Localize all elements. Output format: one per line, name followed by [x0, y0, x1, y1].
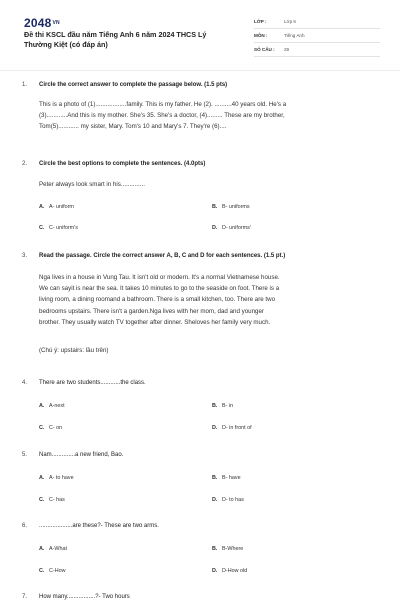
meta-value: 29 — [284, 47, 290, 52]
question-prompt: There are two students............the class. — [39, 380, 146, 386]
option-a[interactable] — [39, 546, 67, 552]
question-7 — [22, 594, 384, 600]
meta-label: MÔN : — [254, 33, 268, 38]
option-b[interactable] — [212, 403, 233, 409]
option-c[interactable] — [39, 225, 78, 231]
option-text: C- has — [49, 497, 65, 503]
page-title: Đề thi KSCL đầu năm Tiếng Anh 6 năm 2024 THCS Lý Thường Kiệt (có đáp án) — [24, 30, 207, 49]
logo-text: 2048 — [24, 16, 52, 30]
option-text: C- on — [49, 425, 63, 431]
question-prompt: How many.................?- Two hours — [39, 594, 130, 600]
option-c[interactable] — [39, 425, 62, 431]
exam-meta — [254, 15, 380, 57]
question-3 — [22, 253, 384, 354]
option-letter: C. — [39, 425, 45, 431]
option-letter: A. — [39, 403, 45, 409]
option-letter: B. — [212, 403, 218, 409]
option-text: B- uniforms — [222, 204, 250, 210]
header-divider — [0, 70, 400, 71]
question-prompt: ....................are these?- These are two arms. — [39, 523, 159, 529]
question-prompt: Read the passage. Circle the correct answer A, B, C and D for each sentences. (1.5 pt.) — [39, 253, 286, 259]
question-number: 6. — [22, 523, 28, 529]
option-text: C- uniform's — [49, 225, 78, 231]
meta-row-subject — [254, 29, 380, 43]
passage-line: bedrooms upstairs. There isn't a garden.Nga lives with her mom, dad and younger — [39, 307, 264, 315]
question-number: 2. — [22, 161, 28, 167]
option-text: B- in — [222, 403, 234, 409]
question-note: (Chú ý: upstairs: lầu trên) — [39, 347, 109, 354]
option-letter: A. — [39, 475, 45, 481]
question-heading — [22, 82, 384, 92]
option-letter: D. — [212, 425, 218, 431]
passage-line: living room, a dining roomand a bathroom. There is a small kitchen, too. There are two — [39, 296, 276, 304]
option-letter: C. — [39, 497, 45, 503]
question-1 — [22, 82, 384, 130]
option-text: B- have — [222, 475, 241, 481]
option-letter: A. — [39, 204, 45, 210]
meta-row-count — [254, 43, 380, 57]
option-letter: B. — [212, 204, 218, 210]
option-text: C-How — [49, 568, 66, 574]
meta-value: Lớp 6 — [284, 19, 296, 24]
option-a[interactable] — [39, 403, 65, 409]
page-header — [0, 0, 400, 66]
option-letter: C. — [39, 568, 45, 574]
meta-label: SỐ CÂU : — [254, 47, 275, 52]
option-b[interactable] — [212, 475, 241, 481]
logo-suffix: VN — [52, 20, 60, 26]
meta-value: Tiếng Anh — [284, 33, 305, 38]
option-letter: B. — [212, 475, 218, 481]
question-heading — [22, 161, 384, 171]
question-prompt: Circle the best options to complete the sentences. (4.0pts) — [39, 161, 206, 167]
option-d[interactable] — [212, 225, 251, 231]
option-letter: A. — [39, 546, 45, 552]
question-subtext: Peter always look smart in his.............. — [39, 181, 145, 188]
option-d[interactable] — [212, 425, 252, 431]
question-heading — [22, 523, 384, 533]
option-letter: C. — [39, 225, 45, 231]
option-text: D-How old — [222, 568, 248, 574]
question-heading — [22, 452, 384, 462]
passage-line: We can sayit is near the sea. It takes 10 minutes to go to the seaside on foot. There is a — [39, 285, 280, 293]
question-number: 5. — [22, 452, 28, 458]
passage-line: This is a photo of (1)..................family. This is my father. He (2). ..........40 years old. He's a — [39, 101, 287, 108]
question-passage — [39, 272, 379, 328]
question-heading — [22, 253, 384, 263]
question-4 — [22, 380, 384, 431]
option-text: A- to have — [49, 475, 74, 481]
meta-label: LỚP : — [254, 19, 267, 24]
option-text: B-Where — [222, 546, 244, 552]
option-d[interactable] — [212, 568, 247, 574]
question-heading — [22, 594, 384, 600]
option-letter: D. — [212, 497, 218, 503]
option-a[interactable] — [39, 475, 74, 481]
option-text: D- to has — [222, 497, 244, 503]
question-5 — [22, 452, 384, 503]
option-c[interactable] — [39, 568, 65, 574]
question-2 — [22, 161, 384, 231]
passage-line: Tom(5)............ my sister, Mary. Tom's 10 and Mary's 7. They're (6).... — [39, 122, 227, 130]
question-passage — [39, 100, 379, 132]
option-a[interactable] — [39, 204, 74, 210]
option-text: A-What — [49, 546, 67, 552]
passage-line: (3)............And this is my mother. She's 35. She's a doctor, (4)......... These are my brother, — [39, 111, 285, 119]
site-logo[interactable] — [24, 16, 60, 30]
option-b[interactable] — [212, 204, 250, 210]
question-number: 1. — [22, 82, 28, 88]
question-6 — [22, 523, 384, 574]
option-text: A- uniform — [49, 204, 74, 210]
passage-line: brother. They usually watch TV together after dinner. Sheloves her family very much. — [39, 318, 271, 326]
question-number: 7. — [22, 594, 28, 600]
question-prompt: Nam..............a new friend, Bao. — [39, 452, 124, 458]
option-letter: D. — [212, 568, 218, 574]
option-text: D- in front of — [222, 425, 252, 431]
option-b[interactable] — [212, 546, 243, 552]
passage-line: Nga lives in a house in Vung Tau. It isn't old or modern. It's a normal Vietnamese house. — [39, 274, 280, 281]
question-prompt: Circle the correct answer to complete the passage below. (1.5 pts) — [39, 82, 228, 88]
question-heading — [22, 380, 384, 390]
question-number: 3. — [22, 253, 28, 259]
option-d[interactable] — [212, 497, 244, 503]
option-c[interactable] — [39, 497, 65, 503]
meta-row-class — [254, 15, 380, 29]
option-letter: D. — [212, 225, 218, 231]
option-text: A-next — [49, 403, 65, 409]
option-text: D- uniforms' — [222, 225, 251, 231]
option-letter: B. — [212, 546, 218, 552]
question-number: 4. — [22, 380, 28, 386]
